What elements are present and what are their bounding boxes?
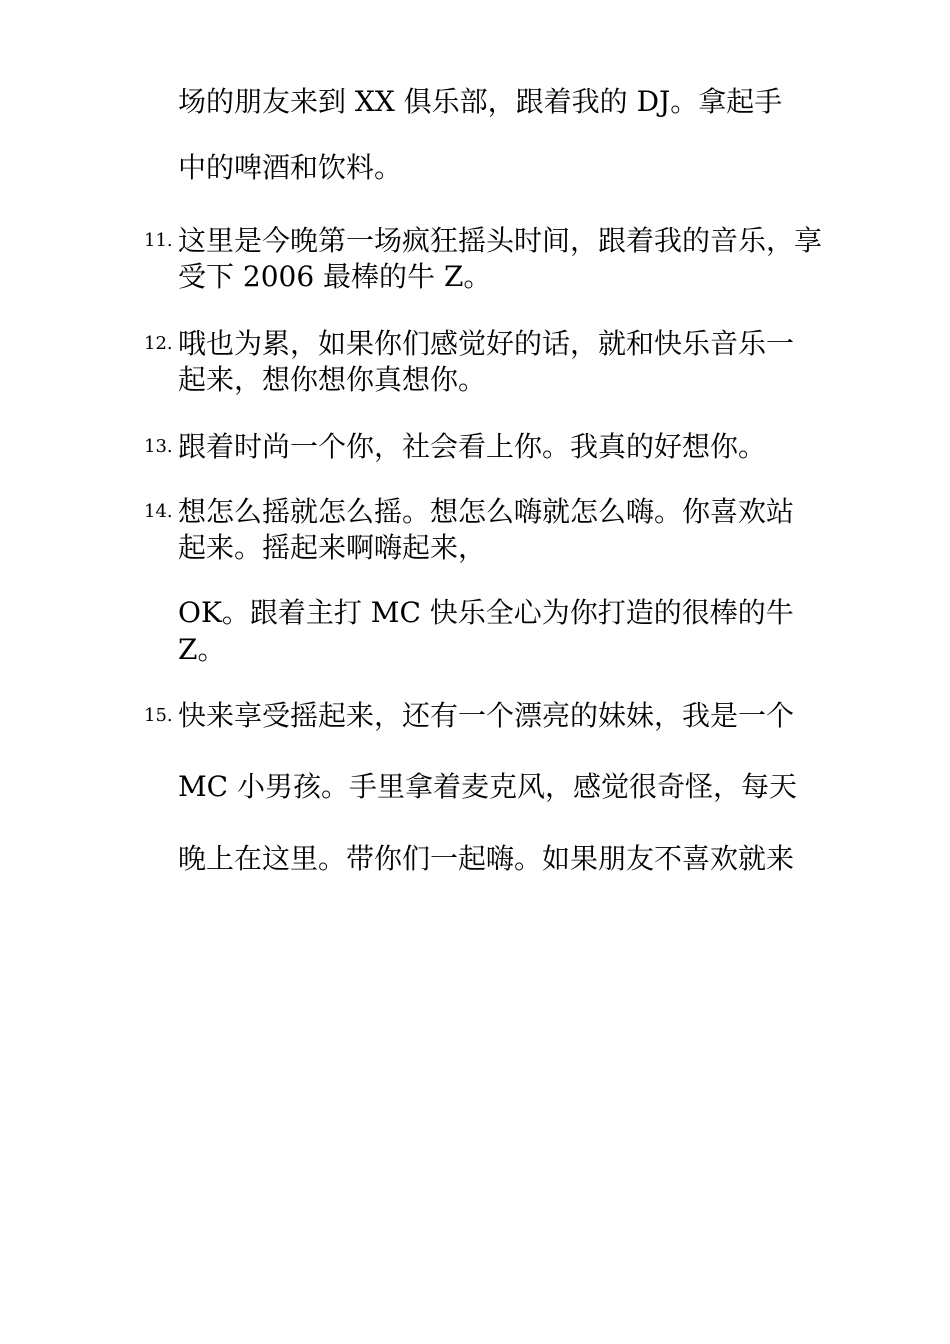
item-15-line-3: 晚上在这里。带你们一起嗨。如果朋友不喜欢就来 (178, 842, 795, 875)
item-14-line-1: 想怎么摇就怎么摇。想怎么嗨就怎么嗨。你喜欢站 (178, 495, 795, 528)
item-14-line-3: OK。跟着主打 MC 快乐全心为你打造的很棒的牛 (178, 596, 794, 629)
continuation-line-2: 中的啤酒和饮料。 (178, 151, 403, 184)
item-13-number: 13. (144, 436, 173, 457)
item-15-number: 15. (144, 705, 173, 726)
item-14-line-2: 起来。摇起来啊嗨起来， (178, 531, 487, 564)
item-14-number: 14. (144, 501, 173, 522)
item-11-number: 11. (144, 230, 173, 251)
item-11-line-1: 这里是今晚第一场疯狂摇头时间，跟着我的音乐，享 (178, 224, 823, 257)
item-12-line-2: 起来，想你想你真想你。 (178, 363, 487, 396)
continuation-line-1: 场的朋友来到 XX 俱乐部，跟着我的 DJ。拿起手 (178, 85, 783, 118)
item-15-line-1: 快来享受摇起来，还有一个漂亮的妹妹，我是一个 (178, 699, 795, 732)
item-14-line-4: Z。 (178, 633, 226, 666)
item-12-line-1: 哦也为累，如果你们感觉好的话，就和快乐音乐一 (178, 327, 795, 360)
item-12-number: 12. (144, 333, 173, 354)
item-13-line-1: 跟着时尚一个你，社会看上你。我真的好想你。 (178, 430, 767, 463)
item-15-line-2: MC 小男孩。手里拿着麦克风，感觉很奇怪，每天 (178, 770, 797, 803)
item-11-line-2: 受下 2006 最棒的牛 Z。 (178, 260, 492, 293)
